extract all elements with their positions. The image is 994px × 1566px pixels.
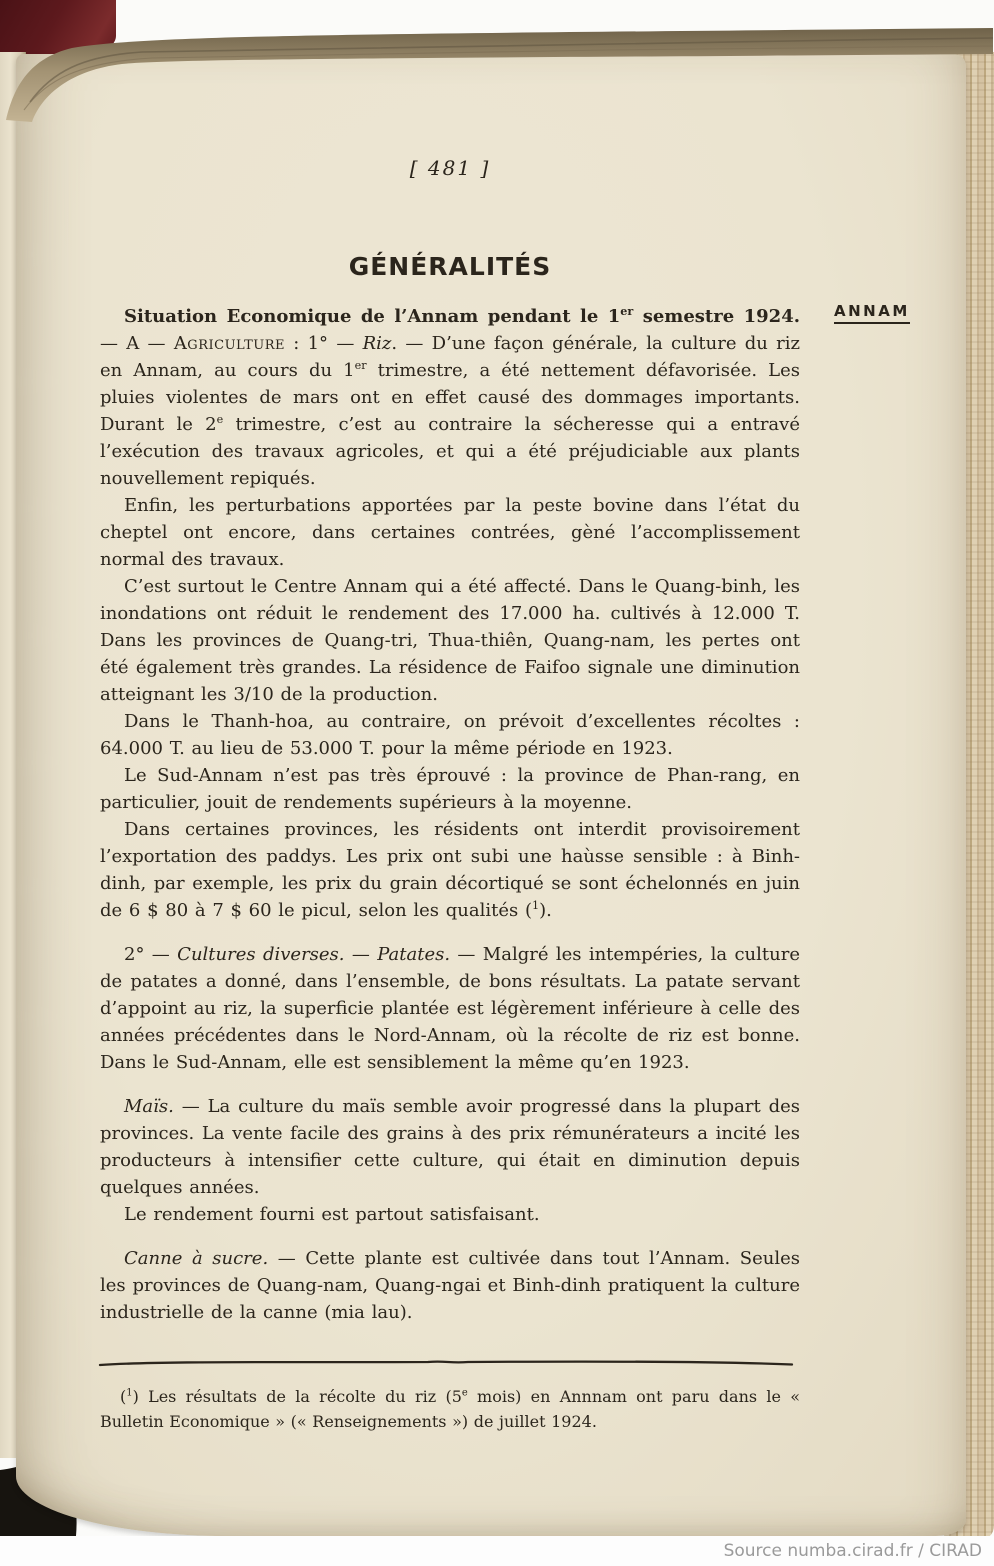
text-segment: . — D’une façon générale, la culture du riz en Annam, au cours du 1 — [100, 333, 800, 381]
text-segment: C’est surtout le Centre Annam qui a été affecté. Dans le Quang-binh, les inondations ont réduit le rendement des 17.000 ha. cultivés à 12.000 T. Dans les provinces de Quang-tri, Thua-thiên, Quang-nam, les pertes ont été également très grandes. La résidence de Faifoo signale une diminution atteignant les 3/10 de la production. — [100, 576, 800, 705]
text-segment: ) Les résultats de la récolte du riz (5 — [132, 1387, 462, 1406]
text-segment: — Cette plante est cultivée dans tout l’Annam. Seules les provinces de Quang-nam, Quang-ngai et Binh-dinh pratiquent la culture industrielle de la canne (mia lau). — [100, 1248, 801, 1323]
text-segment: Le rendement fourni est partout satisfaisant. — [124, 1204, 540, 1225]
margin-label-annam: ANNAM — [834, 302, 910, 324]
text-segment: trimestre, a été nettement défavorisée. Les pluies violentes de mars ont en effet causé des dommages importants. Durant le 2 — [100, 360, 800, 435]
text-segment: er — [620, 305, 634, 318]
paragraph — [100, 816, 800, 924]
top-page-edges — [0, 0, 994, 130]
text-segment: ). — [539, 900, 552, 921]
page-title: GÉNÉRALITÉS — [348, 252, 552, 281]
paragraph — [100, 941, 800, 1076]
text-segment: 1 — [126, 1387, 133, 1399]
text-segment: Agriculture — [173, 333, 285, 354]
page-number: [ 481 ] — [409, 156, 491, 180]
text-segment: Cultures diverses. — Patates. — [177, 944, 451, 965]
paragraph — [100, 1245, 800, 1326]
text-segment: Le Sud-Annam n’est pas très éprouvé : la province de Phan-rang, en particulier, jouit de rendements supérieurs à la moyenne. — [100, 765, 800, 813]
text-segment: mois) en Annnam ont paru dans le « Bulletin Economique » (« Renseignements ») de juillet 1924. — [100, 1387, 800, 1431]
text-segment: trimestre, c’est au contraire la sécheresse qui a entravé l’exécution des travaux agricoles, et qui a été préjudiciable aux plants nouvellement repiqués. — [100, 414, 800, 489]
text-segment: e — [461, 1387, 468, 1399]
source-attribution-bar — [0, 1536, 994, 1566]
text-segment: 2° — — [124, 944, 178, 965]
text-segment: Riz — [362, 333, 392, 354]
text-segment: Situation Economique de l’Annam pendant le 1 — [124, 306, 621, 327]
paragraph — [100, 303, 800, 492]
paragraph — [100, 762, 800, 816]
footnote-separator — [98, 1358, 794, 1368]
paragraph — [100, 1201, 800, 1228]
text-segment: : 1° — — [285, 333, 363, 354]
text-segment: 1 — [531, 899, 540, 912]
page-content — [100, 54, 800, 1434]
body-text — [100, 303, 800, 1326]
book-page — [16, 54, 966, 1536]
text-segment: — La culture du maïs semble avoir progressé dans la plupart des provinces. La vente facile des grains à des prix rémunérateurs a incité les producteurs à intensifier cette culture, qui était en diminution depuis quelques années. — [100, 1096, 800, 1198]
paragraph — [100, 492, 800, 573]
text-segment: e — [216, 413, 224, 426]
text-segment: ( — [120, 1387, 127, 1406]
paragraph — [100, 1093, 800, 1201]
text-segment: Dans le Thanh-hoa, au contraire, on prévoit d’excellentes récoltes : 64.000 T. au lieu de 53.000 T. pour la même période en 1923. — [100, 711, 800, 759]
footnote — [100, 1384, 800, 1434]
text-segment: Canne à sucre. — [124, 1248, 269, 1269]
source-text: Source numba.cirad.fr / CIRAD — [723, 1541, 982, 1561]
paragraph — [100, 573, 800, 708]
paragraph — [100, 708, 800, 762]
text-segment: — Malgré les intempéries, la culture de patates a donné, dans l’ensemble, de bons résultats. La patate servant d’appoint au riz, la superficie plantée est légèrement inférieure à celle des années précédentes dans le Nord-Annam, où la récolte de riz est bonne. Dans le Sud-Annam, elle est sensiblement la même qu’en 1923. — [100, 944, 800, 1073]
text-segment: Dans certaines provinces, les résidents ont interdit provisoirement l’exportation des paddys. Les prix ont subi une haùsse sensible : à Binh-dinh, par exemple, les prix du grain décortiqué se sont échelonnés en juin de 6 $ 80 à 7 $ 60 le picul, selon les qualités ( — [100, 819, 800, 921]
text-segment: er — [354, 359, 367, 372]
text-segment: Maïs. — [124, 1096, 174, 1117]
text-segment: — A — — [100, 333, 174, 354]
text-segment: Enfin, les perturbations apportées par la peste bovine dans l’état du cheptel ont encore, dans certaines contrées, gèné l’accomplissement normal des travaux. — [100, 495, 800, 570]
text-segment: semestre 1924. — [633, 306, 800, 327]
